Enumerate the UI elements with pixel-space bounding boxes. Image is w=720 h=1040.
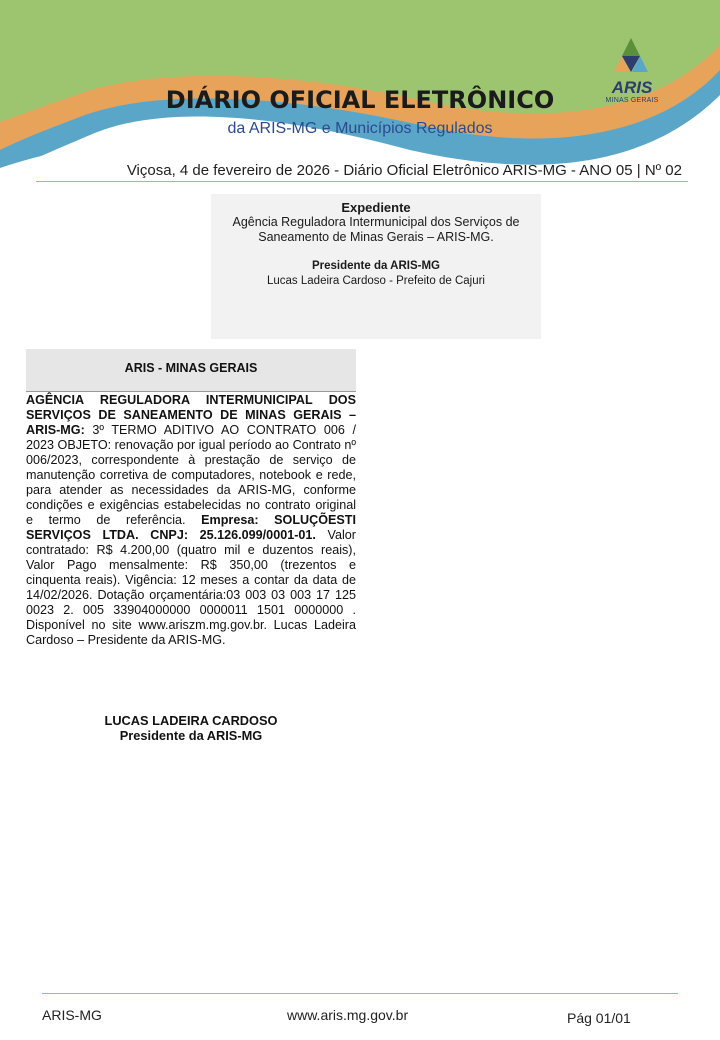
signature-name: LUCAS LADEIRA CARDOSO bbox=[104, 713, 278, 728]
article-text-1: 3º TERMO ADITIVO AO CONTRATO 006 / 2023 OBJETO: renovação por igual período ao Contrato nº 006/2023, correspondente à prestação de serviço de manutenção corretiva de computadores, notebook e rede, para atender as necessidades da ARIS-MG, conforme condições e exigências estabelecidas no contrato original e termo de referência. bbox=[26, 423, 356, 527]
footer-website-link[interactable]: www.aris.mg.gov.br bbox=[287, 1007, 409, 1023]
article-company: Empresa: SOLUÇÕESTI SERVIÇOS LTDA. CNPJ: 25.126.099/0001-01. bbox=[26, 513, 356, 542]
headline-divider bbox=[36, 181, 688, 182]
article-body bbox=[26, 393, 356, 648]
article-lead: AGÊNCIA REGULADORA INTERMUNICIPAL DOS SERVIÇOS DE SANEAMENTO DE MINAS GERAIS – ARIS-MG: bbox=[26, 393, 356, 437]
page-subtitle: da ARIS-MG e Municípios Regulados bbox=[227, 120, 493, 137]
footer-divider bbox=[42, 993, 678, 994]
expediente-heading: Expediente bbox=[341, 200, 411, 215]
footer-org: ARIS-MG bbox=[42, 1007, 102, 1023]
expediente-agency: Agência Reguladora Intermunicipal dos Serviços de Saneamento de Minas Gerais – ARIS-MG. bbox=[232, 215, 520, 244]
page-title: DIÁRIO OFICIAL ELETRÔNICO bbox=[165, 86, 555, 114]
article-text-2: Valor contratado: R$ 4.200,00 (quatro mil e duzentos reais), Valor Pago mensalmente: R$ 350,00 (trezentos e cinquenta reais). Vigência: 12 meses a contar da data de 14/02/2026. Dotação orçamentária:03 003 03 003 17 125 0023 2. 005 33904000000 0000011 1501 0000000 . Disponível no site www.ariszm.mg.gov.br. Lucas Ladeira Cardoso – Presidente da ARIS-MG. bbox=[26, 528, 356, 647]
president-name: Lucas Ladeira Cardoso - Prefeito de Cajuri bbox=[267, 275, 485, 287]
signature-block bbox=[26, 713, 356, 743]
logo-text: ARIS bbox=[611, 78, 653, 97]
section-heading: ARIS - MINAS GERAIS bbox=[26, 349, 356, 392]
president-heading: Presidente da ARIS-MG bbox=[311, 260, 441, 272]
signature-role: Presidente da ARIS-MG bbox=[119, 728, 263, 743]
footer-page-number: Pág 01/01 bbox=[567, 1010, 631, 1026]
expediente-box bbox=[211, 194, 541, 339]
edition-headline: Viçosa, 4 de fevereiro de 2026 - Diário Oficial Eletrônico ARIS-MG - ANO 05 | Nº 02 bbox=[126, 162, 682, 179]
logo-subtext: MINAS GERAIS bbox=[605, 97, 659, 104]
